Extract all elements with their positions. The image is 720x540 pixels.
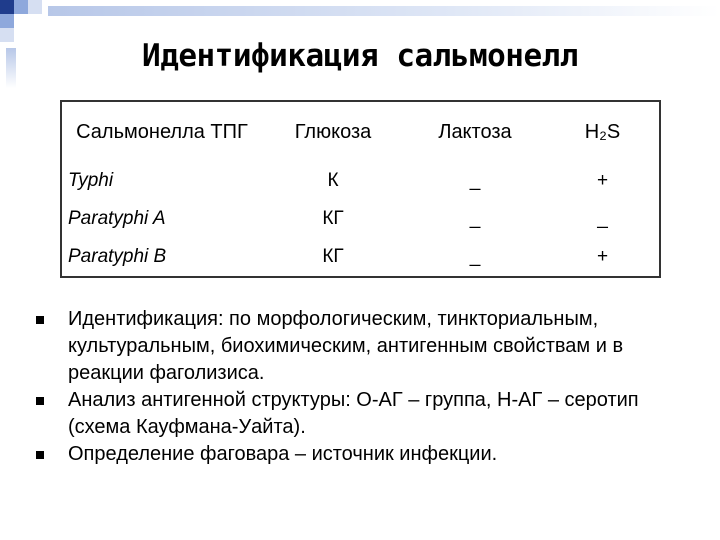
header-cell: Лактоза [438,120,512,143]
table-cell: КГ [322,208,344,229]
table-cell: + [596,246,609,267]
decor-top-line [48,6,720,16]
table-cell: _ [469,170,481,191]
list-item [36,387,696,441]
table-header-row [61,101,660,162]
table-cell: _ [597,208,608,229]
table-row [61,162,660,200]
decor-square [0,14,14,28]
table-cell: Paratyphi B [68,246,167,267]
table-cell: Paratyphi A [68,208,166,229]
table-cell: + [596,170,609,191]
table-cell: Typhi [68,170,114,191]
header-cell: Сальмонелла ТПГ [76,121,248,143]
decor-square [0,0,14,14]
table-cell: К [327,170,339,191]
list-item [36,441,696,468]
table-cell: _ [469,246,481,267]
decor-square [28,0,42,14]
slide-title: Идентификация сальмонелл [142,38,578,74]
bullet-text: Определение фаговара – источник инфекции. [68,443,498,465]
table-cell: КГ [322,246,344,267]
bullet-list [36,306,696,468]
decor-square [14,0,28,14]
list-item [36,306,696,387]
table-row [61,200,660,238]
bullet-square-icon [36,397,44,405]
header-cell: H₂S [584,120,621,143]
decor-square [14,14,28,28]
header-cell: Глюкоза [294,120,372,143]
bullet-text: Идентификация: по морфологическим, тинкториальным, культуральным, биохимическим, антигенным свойствам и в реакции фаголизиса. [68,308,624,384]
table-row [61,238,660,277]
bullet-square-icon [36,316,44,324]
identification-table [60,100,661,278]
bullet-text: Анализ антигенной структуры: О-АГ – группа, Н-АГ – серотип (схема Кауфмана-Уайта). [68,389,639,438]
table-cell: _ [469,208,481,229]
bullet-square-icon [36,451,44,459]
